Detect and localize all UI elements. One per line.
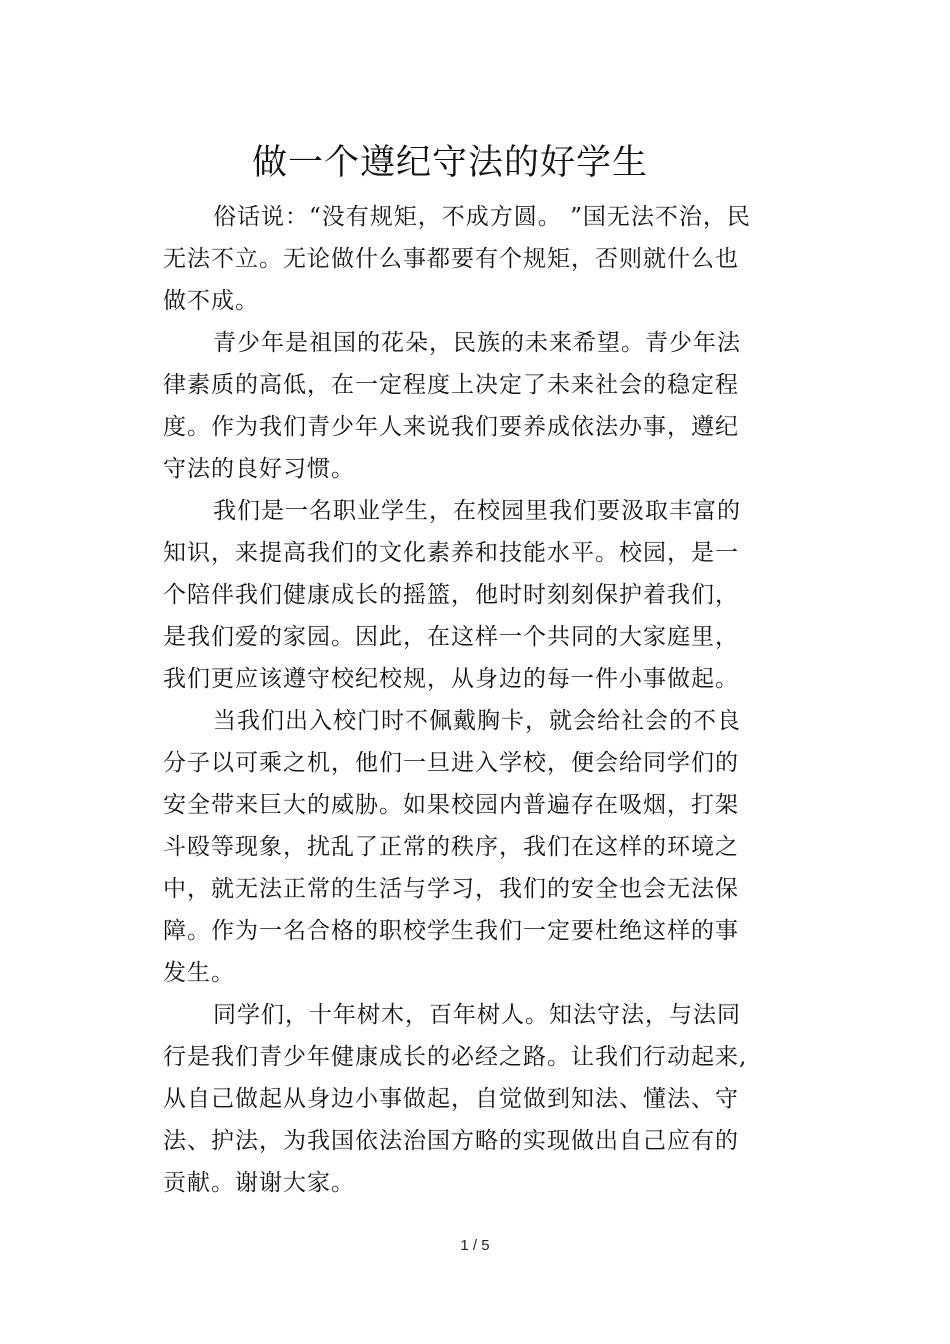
text-line: 行是我们青少年健康成长的必经之路。让我们行动起来, xyxy=(163,1044,748,1070)
paragraph xyxy=(163,322,773,490)
text-line: 知识，来提高我们的文化素养和技能水平。校园，是一 xyxy=(163,540,739,566)
document-title: 做一个遵纪守法的好学生 xyxy=(251,143,648,183)
text-line: 无法不立。无论做什么事都要有个规矩，否则就什么也 xyxy=(163,246,739,272)
text-line: 同学们，十年树木，百年树人。知法守法，与法同 xyxy=(213,1002,741,1028)
text-line: 俗话说：“没有规矩，不成方圆。 ”国无法不治，民 xyxy=(213,204,751,230)
text-line: 障。作为一名合格的职校学生我们一定要杜绝这样的事 xyxy=(163,918,739,944)
text-line: 守法的良好习惯。 xyxy=(163,456,355,482)
paragraph xyxy=(163,490,773,700)
text-line: 中，就无法正常的生活与学习，我们的安全也会无法保 xyxy=(163,876,739,902)
paragraph xyxy=(163,994,773,1204)
text-line: 做不成。 xyxy=(163,288,259,314)
text-line: 是我们爱的家园。因此，在这样一个共同的大家庭里， xyxy=(163,624,739,650)
text-line: 个陪伴我们健康成长的摇篮，他时时刻刻保护着我们， xyxy=(163,582,739,608)
text-line: 度。作为我们青少年人来说我们要养成依法办事，遵纪 xyxy=(163,414,739,440)
paragraph xyxy=(163,196,773,322)
text-line: 发生。 xyxy=(163,960,235,986)
text-line: 我们更应该遵守校纪校规，从身边的每一件小事做起。 xyxy=(163,666,739,692)
text-line: 斗殴等现象，扰乱了正常的秩序，我们在这样的环境之 xyxy=(163,834,739,860)
text-line: 从自己做起从身边小事做起，自觉做到知法、懂法、守 xyxy=(163,1086,739,1112)
text-line: 安全带来巨大的威胁。如果校园内普遍存在吸烟，打架 xyxy=(163,792,739,818)
text-line: 贡献。谢谢大家。 xyxy=(163,1170,355,1196)
paragraph xyxy=(163,700,773,994)
text-line: 律素质的高低，在一定程度上决定了未来社会的稳定程 xyxy=(163,372,739,398)
text-line: 我们是一名职业学生，在校园里我们要汲取丰富的 xyxy=(213,498,741,524)
page-number: 1 / 5 xyxy=(460,1237,490,1254)
text-line: 当我们出入校门时不佩戴胸卡，就会给社会的不良 xyxy=(213,708,741,734)
document-body xyxy=(163,196,773,1204)
text-line: 分子以可乘之机，他们一旦进入学校，便会给同学们的 xyxy=(163,750,739,776)
text-line: 法、护法，为我国依法治国方略的实现做出自己应有的 xyxy=(163,1128,739,1154)
text-line: 青少年是祖国的花朵，民族的未来希望。青少年法 xyxy=(213,330,741,356)
